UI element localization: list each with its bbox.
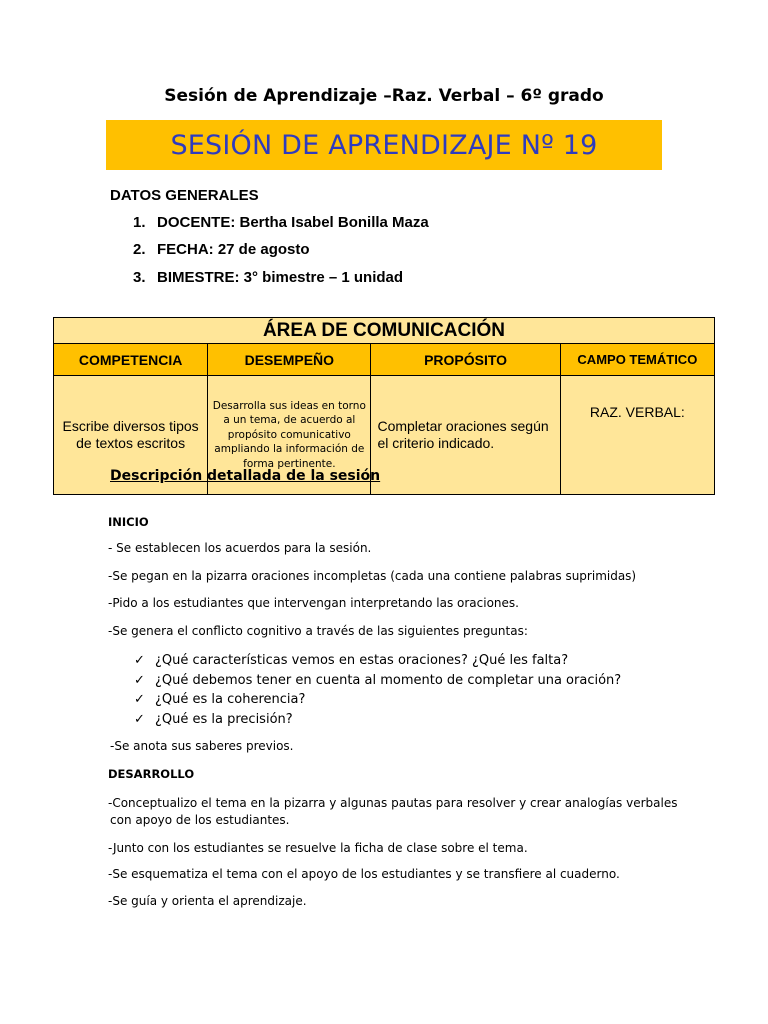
inicio-line: -Pido a los estudiantes que intervengan interpretando las oraciones. xyxy=(108,596,519,610)
question-item xyxy=(134,690,621,710)
session-banner-title: SESIÓN DE APRENDIZAJE Nº 19 xyxy=(170,129,598,161)
general-item-fecha xyxy=(133,241,310,258)
question-text: ¿Qué características vemos en estas oraciones? ¿Qué les falta? xyxy=(155,653,569,669)
question-text: ¿Qué es la precisión? xyxy=(155,711,293,727)
cell-competencia: Escribe diversos tipos de textos escritos xyxy=(54,376,208,495)
general-item-bimestre xyxy=(133,269,403,286)
header-desempeno: DESEMPEÑO xyxy=(208,344,371,376)
general-data-title: DATOS GENERALES xyxy=(110,187,259,204)
item-text: DOCENTE: Bertha Isabel Bonilla Maza xyxy=(157,214,429,231)
question-list xyxy=(134,651,621,729)
cell-desempeno: Desarrolla sus ideas en torno a un tema, de acuerdo al propósito comunicativo ampliando la información de forma pertinente. xyxy=(208,376,371,495)
item-number: 1. xyxy=(133,214,146,231)
header-proposito: PROPÓSITO xyxy=(371,344,560,376)
session-banner xyxy=(106,120,662,170)
session-description-title: Descripción detallada de la sesión xyxy=(110,468,381,484)
desarrollo-line: con apoyo de los estudiantes. xyxy=(110,813,290,827)
check-icon: ✓ xyxy=(134,692,145,708)
check-icon: ✓ xyxy=(134,711,145,727)
question-item xyxy=(134,671,621,691)
desarrollo-heading: DESARROLLO xyxy=(108,767,195,781)
question-text: ¿Qué es la coherencia? xyxy=(155,692,306,708)
header-competencia: COMPETENCIA xyxy=(54,344,208,376)
item-number: 2. xyxy=(133,241,146,258)
desarrollo-line: -Junto con los estudiantes se resuelve la ficha de clase sobre el tema. xyxy=(108,841,528,855)
header-campo-tematico: CAMPO TEMÁTICO xyxy=(560,344,714,376)
check-icon: ✓ xyxy=(134,653,145,669)
general-item-docente xyxy=(133,214,429,231)
desarrollo-line: -Se esquematiza el tema con el apoyo de los estudiantes y se transfiere al cuaderno. xyxy=(108,867,620,881)
inicio-heading: INICIO xyxy=(108,515,149,529)
cell-campo-tematico: RAZ. VERBAL: xyxy=(560,376,714,495)
inicio-line: -Se genera el conflicto cognitivo a través de las siguientes preguntas: xyxy=(108,624,528,638)
cell-proposito: Completar oraciones según el criterio indicado. xyxy=(371,376,560,495)
question-item xyxy=(134,710,621,730)
saberes-line: -Se anota sus saberes previos. xyxy=(110,739,294,753)
inicio-line: - Se establecen los acuerdos para la sesión. xyxy=(108,541,372,555)
item-text: BIMESTRE: 3° bimestre – 1 unidad xyxy=(157,269,404,286)
question-item xyxy=(134,651,621,671)
check-icon: ✓ xyxy=(134,672,145,688)
inicio-line: -Se pegan en la pizarra oraciones incompletas (cada una contiene palabras suprimidas) xyxy=(108,569,637,583)
question-text: ¿Qué debemos tener en cuenta al momento de completar una oración? xyxy=(155,672,622,688)
desarrollo-line: -Se guía y orienta el aprendizaje. xyxy=(108,894,307,908)
area-table-title: ÁREA DE COMUNICACIÓN xyxy=(54,318,715,344)
page-subtitle: Sesión de Aprendizaje –Raz. Verbal – 6º grado xyxy=(164,86,604,106)
item-text: FECHA: 27 de agosto xyxy=(157,241,310,258)
desarrollo-line: -Conceptualizo el tema en la pizarra y algunas pautas para resolver y crear analogías verbales xyxy=(108,796,678,810)
item-number: 3. xyxy=(133,269,146,286)
